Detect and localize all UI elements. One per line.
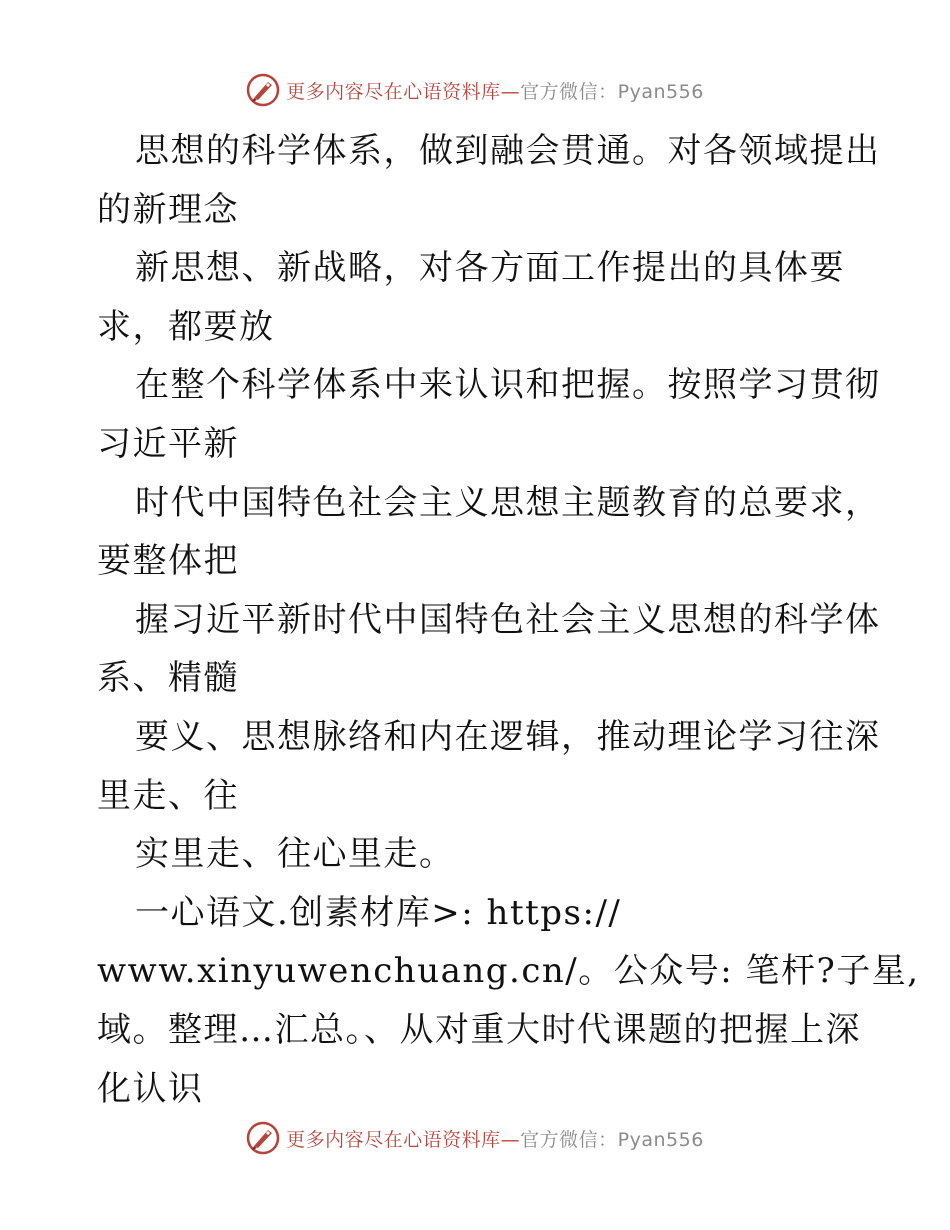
text-line: 习近平新: [97, 423, 239, 464]
footer-banner-text: 更多内容尽在心语资料库—官方微信：Pyan556: [286, 1128, 704, 1151]
text-line: 思想的科学体系，做到融会贯通。对各领域提出: [135, 131, 881, 171]
text-line: 域。整理…汇总。、从对重大时代课题的把握上深: [97, 1009, 861, 1050]
text-line: 在整个科学体系中来认识和把握。按照学习贯彻: [135, 365, 881, 406]
pen-nib-logo-icon: [246, 1121, 280, 1155]
footer-banner: [0, 1120, 950, 1156]
text-line: 要义、思想脉络和内在逻辑，推动理论学习往深: [135, 716, 881, 757]
text-line: 实里走、往心里走。: [135, 834, 455, 875]
text-line: 时代中国特色社会主义思想主题教育的总要求，: [135, 482, 881, 523]
footer-wechat-label: 官方微信：Pyan556: [520, 1128, 704, 1151]
header-banner-text: 更多内容尽在心语资料库—官方微信：Pyan556: [286, 80, 704, 103]
text-line: 求，都要放: [97, 306, 275, 347]
text-line: 一心语文.创素材库>: https://: [135, 892, 622, 933]
text-line: 里走、往: [97, 775, 239, 816]
text-line: 化认识: [97, 1068, 204, 1109]
text-line: 系、精髓: [97, 658, 239, 699]
pen-nib-logo-icon: [246, 73, 280, 107]
text-line: 要整体把: [97, 541, 239, 582]
document-body: [97, 122, 920, 1118]
header-wechat-label: 官方微信：Pyan556: [520, 80, 704, 103]
header-banner: [0, 72, 950, 108]
text-line: 握习近平新时代中国特色社会主义思想的科学体: [135, 599, 881, 640]
text-line: 新思想、新战略，对各方面工作提出的具体要: [135, 248, 845, 289]
text-line: 的新理念: [97, 189, 239, 230]
text-line: www.xinyuwenchuang.cn/。公众号: 笔杆?子星,: [97, 951, 920, 992]
